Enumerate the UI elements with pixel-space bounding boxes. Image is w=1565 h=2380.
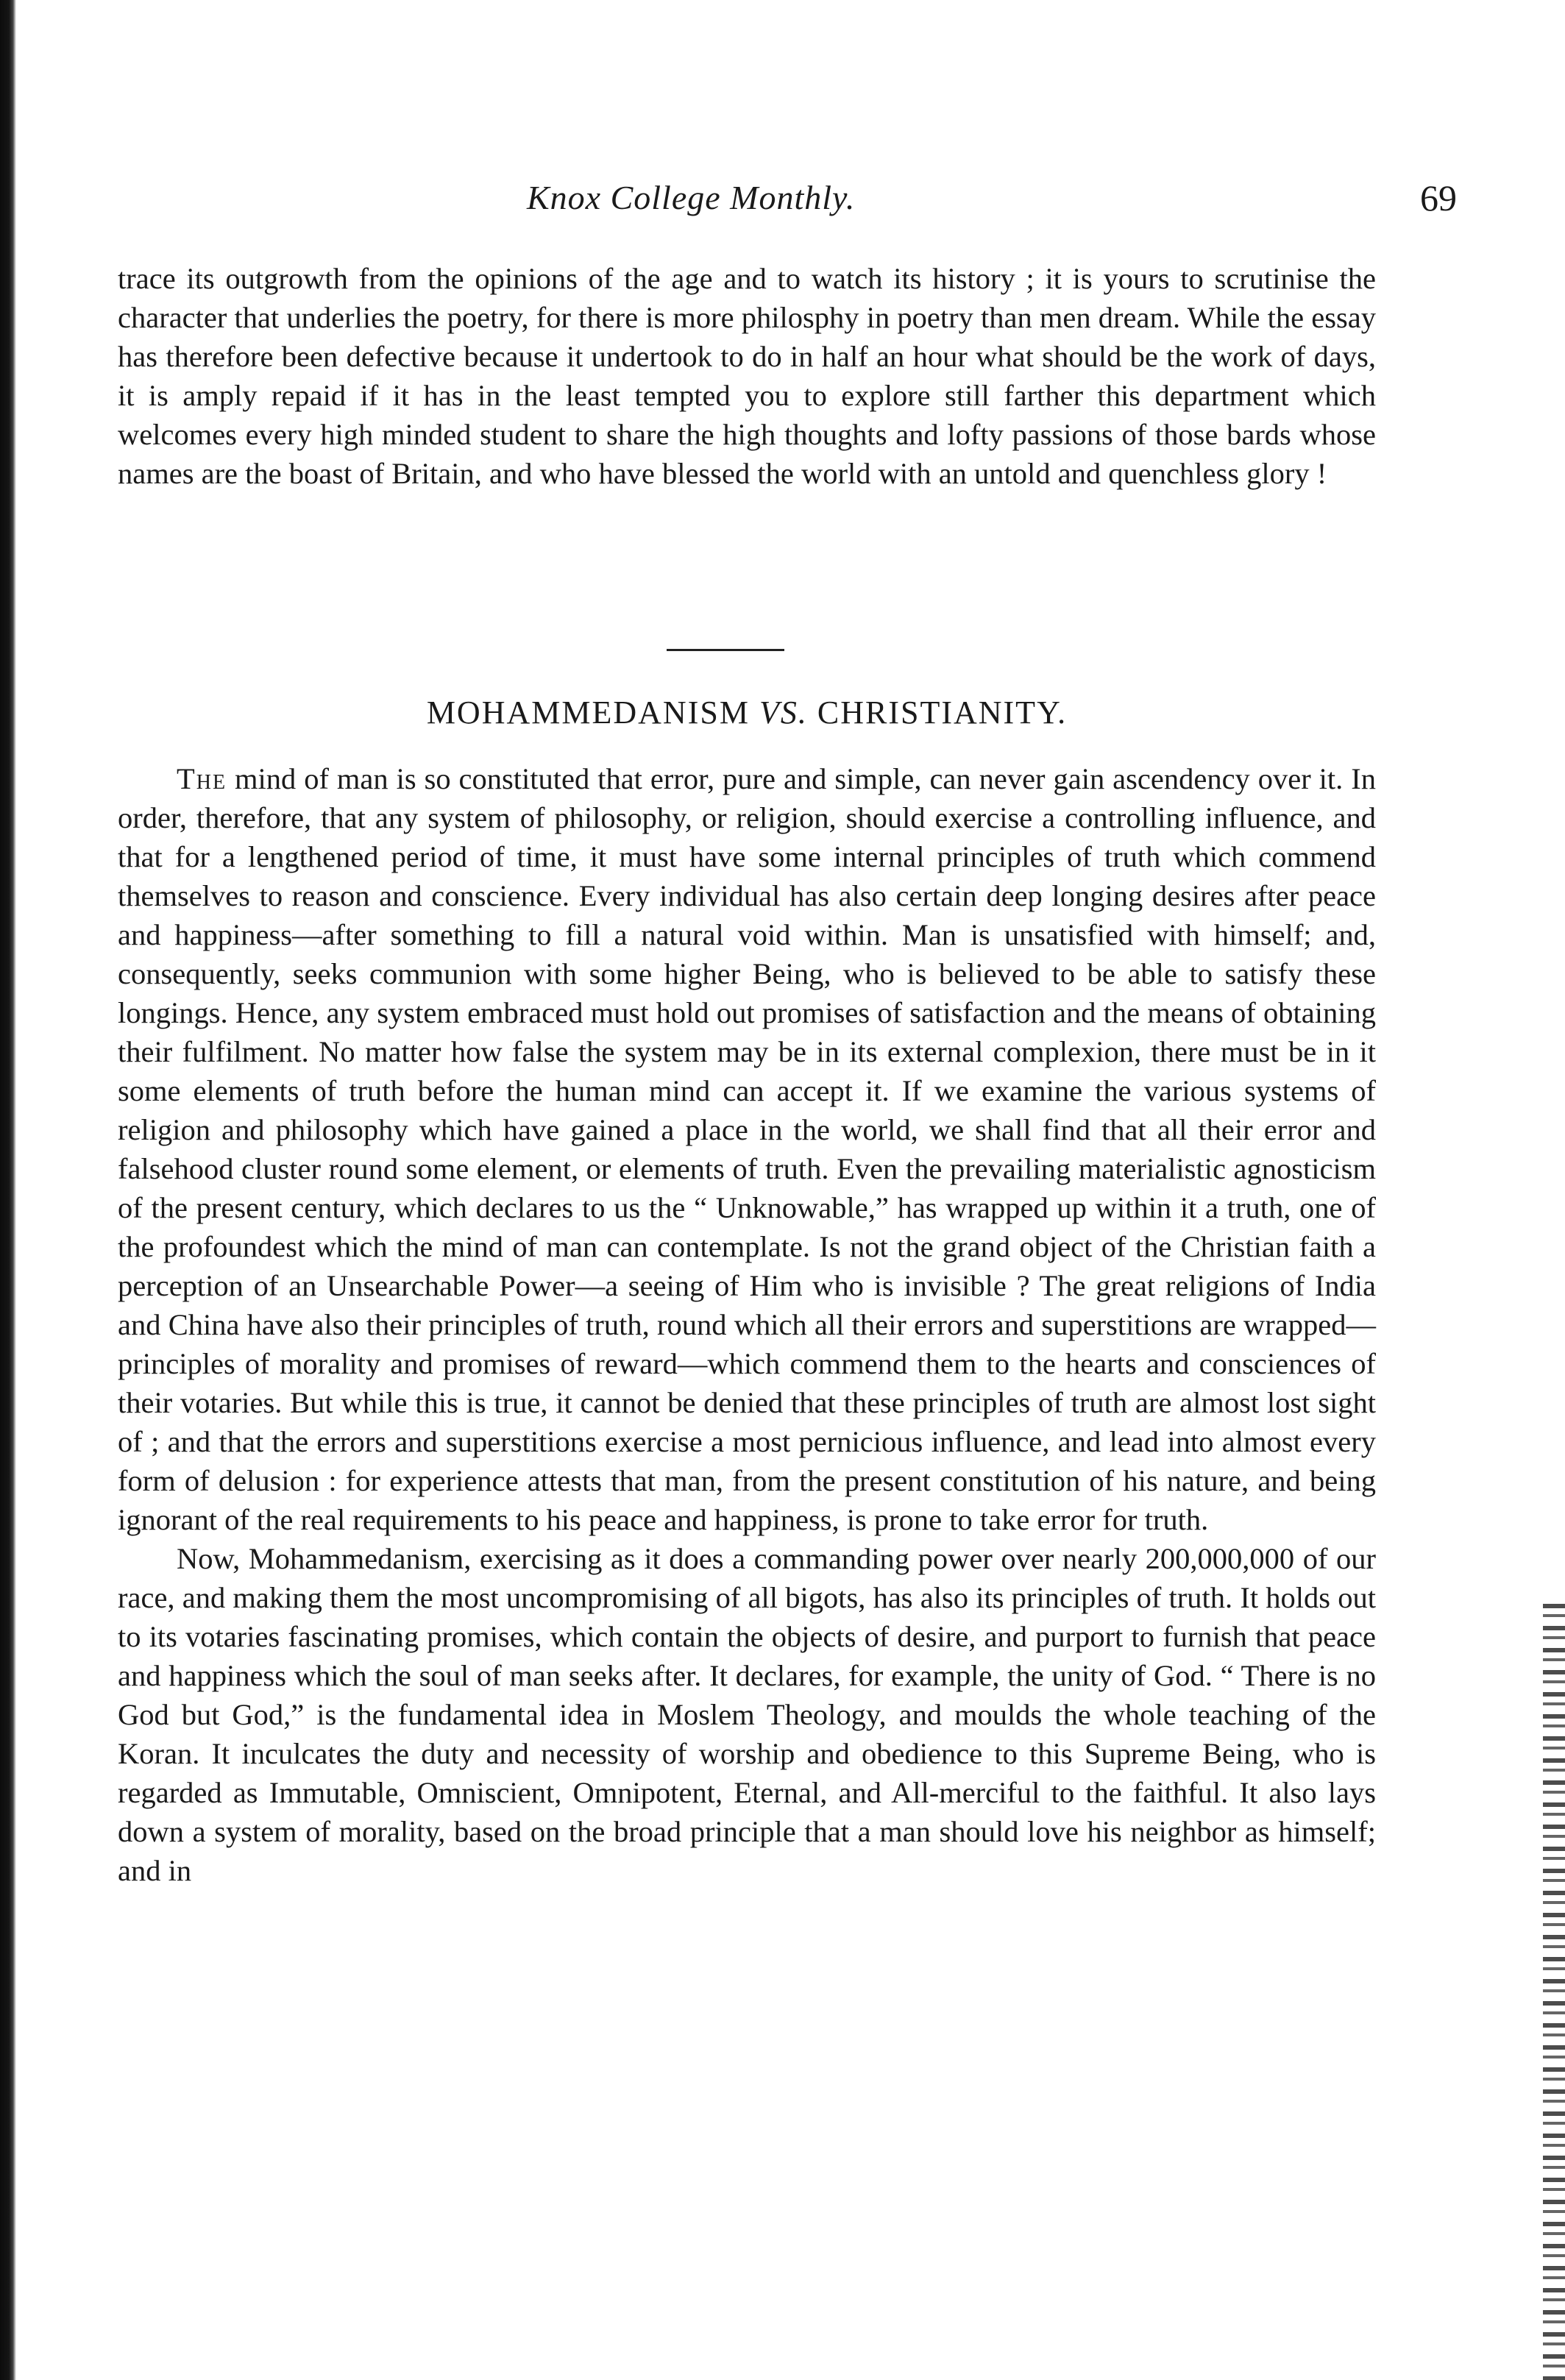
continuation-paragraph (118, 259, 1376, 493)
heading-part-2: CHRISTIANITY. (807, 695, 1068, 731)
page-header (118, 178, 1472, 230)
article-paragraph-2: Now, Mohammedanism, exercising as it does a commanding power over nearly 200,000,000 of our race, and making them the most uncompromising of all bigots, has also its principles of truth. It holds out to its votaries fascinating promises, which contain the objects of desire, and purport to furnish that peace and happiness which the soul of man seeks after. It declares, for example, the unity of God. “ There is no God but God,” is the fundamental idea in Moslem Theology, and moulds the whole teaching of the Koran. It inculcates the duty and necessity of worship and obedience to this Supreme Being, who is regarded as Immutable, Omniscient, Omnipotent, Eternal, and All-merciful to the faithful. It also lays down a system of morality, based on the broad principle that a man should love his neighbor as himself; and in (118, 1542, 1376, 1887)
article-body (118, 759, 1376, 1890)
page-number: 69 (1420, 177, 1457, 219)
section-heading (118, 694, 1376, 731)
heading-part-1: MOHAMMEDANISM (426, 695, 759, 731)
paragraph-1-text: mind of man is so constituted that error, pure and simple, can never gain ascendency over it. In order, therefore, that any system of philosophy, or religion, should exercise a controlling influence, and that for a lengthened period of time, it must have some internal principles of truth which commend themselves to reason and conscience. Every individual has also certain deep longing desires after peace and happiness—after something to fill a natural void within. Man is unsatisfied with himself; and, consequently, seeks communion with some higher Being, who is believed to be able to satisfy these longings. Hence, any system embraced must hold out promises of satisfaction and the means of obtaining their fulfilment. No matter how false the system may be in its external complexion, there must be in it some elements of truth before the human mind can accept it. If we examine the various systems of religion and philosophy which have gained a place in the world, we shall find that all their error and falsehood cluster round some element, or elements of truth. Even the prevailing materialistic agnosticism of the present century, which declares to us the “ Unknowable,” has wrapped up within it a truth, one of the profoundest which the mind of man can contemplate. Is not the grand object of the Christian faith a perception of an Unsearchable Power—a seeing of Him who is invisible ? The great religions of India and China have also their principles of truth, round which all their errors and superstitions are wrapped—principles of morality and promises of reward—which commend them to the hearts and consciences of their votaries. But while this is true, it cannot be denied that these principles of truth are almost lost sight of ; and that the errors and superstitions exercise a most pernicious influence, and lead into almost every form of delusion : for experience attests that man, from the present constitution of his nature, and being ignorant of the real requirements to his peace and happiness, is prone to take error for truth. (118, 762, 1376, 1536)
section-divider (667, 649, 784, 651)
binding-edge-shadow (0, 0, 16, 2380)
heading-vs: VS. (759, 695, 808, 731)
continuation-text: trace its outgrowth from the opinions of the age and to watch its history ; it is yours to scrutinise the character that underlies the poetry, for there is more philosphy in poetry than men dream. While the essay has therefore been defective because it undertook to do in half an hour what should be the work of days, it is amply repaid if it has in the least tempted you to explore still farther this department which welcomes every high minded student to share the high thoughts and lofty passions of those bards whose names are the boast of Britain, and who have blessed the world with an untold and quenchless glory ! (118, 262, 1376, 490)
article-paragraph-1 (118, 759, 1376, 1539)
scan-edge-noise (1543, 1604, 1565, 2380)
paragraph-lead-word: The (177, 762, 227, 795)
running-title: Knox College Monthly. (527, 179, 856, 216)
